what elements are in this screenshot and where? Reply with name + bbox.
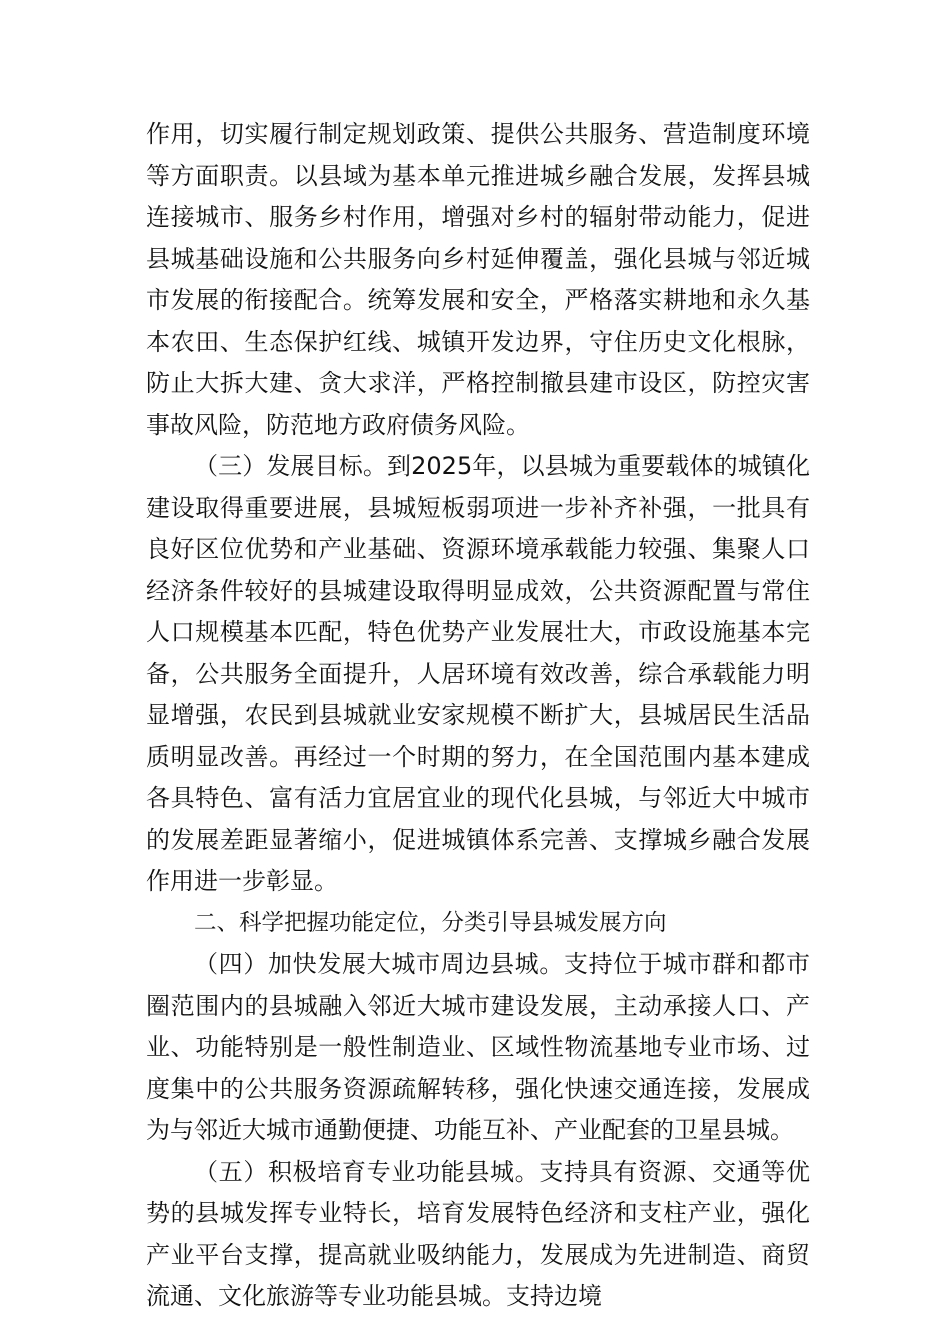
paragraph-continuation: 作用，切实履行制定规划政策、提供公共服务、营造制度环境等方面职责。以县域为基本单元推进城乡融合发展，发挥县城连接城市、服务乡村作用，增强对乡村的辐射带动能力，促进县城基础设施和公共服务向乡村延伸覆盖，强化县城与邻近城市发展的衔接配合。统筹发展和安全，严格落实耕地和永久基本农田、生态保护红线、城镇开发边界，守住历史文化根脉，防止大拆大建、贪大求洋，严格控制撤县建市设区，防控灾害事故风险，防范地方政府债务风险。	[146, 120, 810, 439]
document-body	[146, 114, 810, 1318]
paragraph-specialized-county: （五）积极培育专业功能县城。支持具有资源、交通等优势的县城发挥专业特长，培育发展特色经济和支柱产业，强化产业平台支撑，提高就业吸纳能力，发展成为先进制造、商贸流通、文化旅游等专业功能县城。支持边境	[146, 1157, 810, 1310]
paragraph-metro-county: （四）加快发展大城市周边县城。支持位于城市群和都市圈范围内的县城融入邻近大城市建设发展，主动承接人口、产业、功能特别是一般性制造业、区域性物流基地专业市场、过度集中的公共服务资源疏解转移，强化快速交通连接，发展成为与邻近大城市通勤便捷、功能互补、产业配套的卫星县城。	[146, 950, 810, 1144]
paragraph-development-goals: （三）发展目标。到2025年，以县城为重要载体的城镇化建设取得重要进展，县城短板弱项进一步补齐补强，一批具有良好区位优势和产业基础、资源环境承载能力较强、集聚人口经济条件较好的县城建设取得明显成效，公共资源配置与常住人口规模基本匹配，特色优势产业发展壮大，市政设施基本完备，公共服务全面提升，人居环境有效改善，综合承载能力明显增强，农民到县城就业安家规模不断扩大，县城居民生活品质明显改善。再经过一个时期的努力，在全国范围内基本建成各具特色、富有活力宜居宜业的现代化县城，与邻近大中城市的发展差距显著缩小，促进城镇体系完善、支撑城乡融合发展作用进一步彰显。	[146, 452, 810, 895]
section-heading: 二、科学把握功能定位，分类引导县城发展方向	[194, 909, 667, 936]
